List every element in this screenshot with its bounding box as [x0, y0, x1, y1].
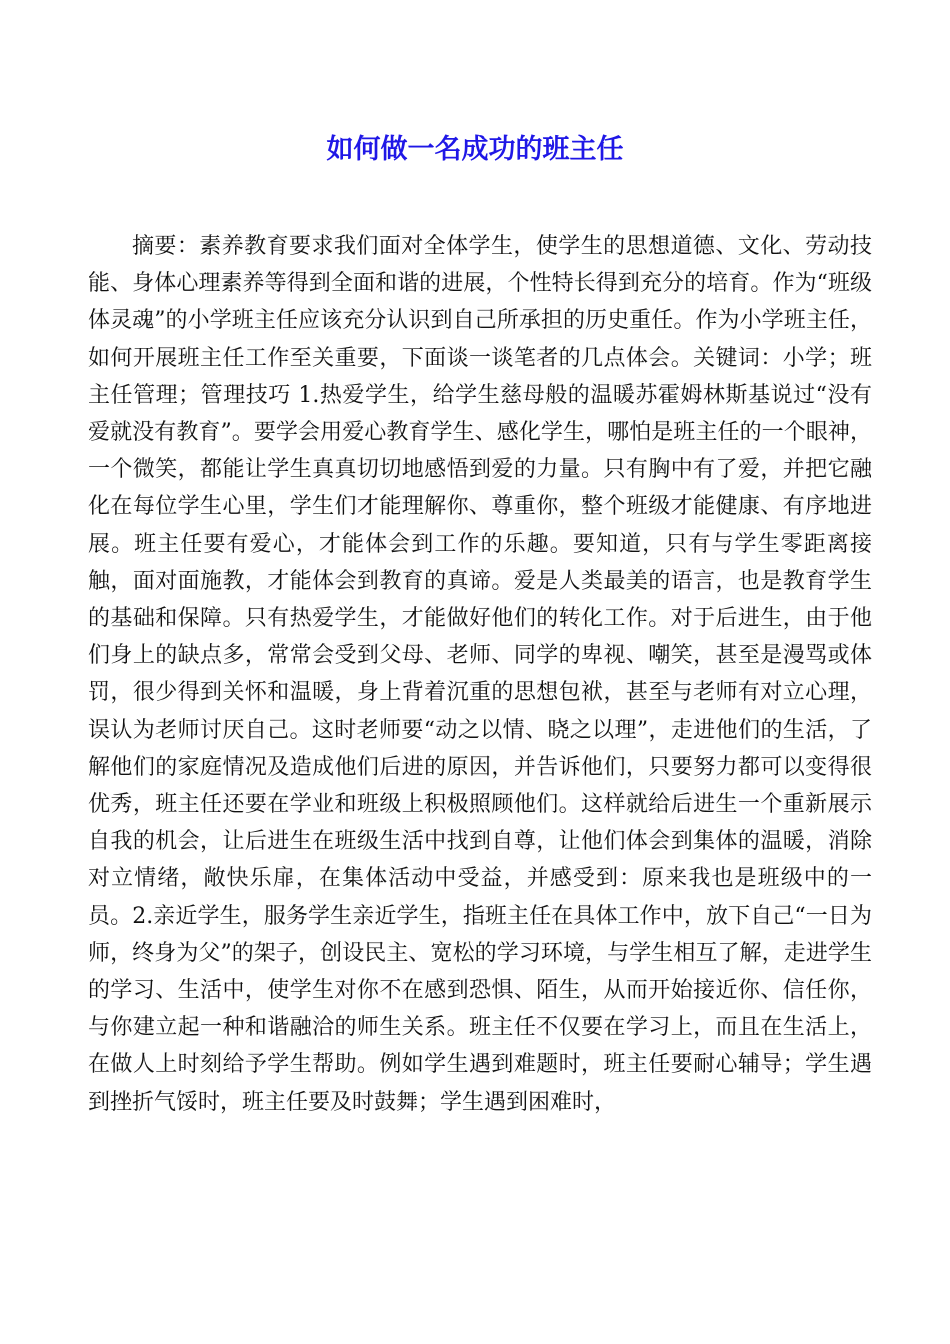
body-paragraph: 摘要：素养教育要求我们面对全体学生，使学生的思想道德、文化、劳动技能、身体心理素养等得到全面和谐的进展，个性特长得到充分的培育。作为“班级体灵魂”的小学班主任应该充分认识到自己所承担的历史重任。作为小学班主任，如何开展班主任工作至关重要，下面谈一谈笔者的几点体会。关键词：小学；班主任管理；管理技巧 1.热爱学生，给学生慈母般的温暖苏霍姆林斯基说过“没有爱就没有教育”。要学会用爱心教育学生、感化学生，哪怕是班主任的一个眼神，一个微笑，都能让学生真真切切地感悟到爱的力量。只有胸中有了爱，并把它融化在每位学生心里，学生们才能理解你、尊重你，整个班级才能健康、有序地进展。班主任要有爱心，才能体会到工作的乐趣。要知道，只有与学生零距离接触，面对面施教，才能体会到教育的真谛。爱是人类最美的语言，也是教育学生的基础和保障。只有热爱学生，才能做好他们的转化工作。对于后进生，由于他们身上的缺点多，常常会受到父母、老师、同学的卑视、嘲笑，甚至是漫骂或体罚，很少得到关怀和温暖，身上背着沉重的思想包袱，甚至与老师有对立心理，误认为老师讨厌自己。这时老师要“动之以情、晓之以理”，走进他们的生活，了解他们的家庭情况及造成他们后进的原因，并告诉他们，只要努力都可以变得很优秀，班主任还要在学业和班级上积极照顾他们。这样就给后进生一个重新展示自我的机会，让后进生在班级生活中找到自尊，让他们体会到集体的温暖，消除对立情绪，敞快乐扉，在集体活动中受益，并感受到：原来我也是班级中的一员。2.亲近学生，服务学生亲近学生，指班主任在具体工作中，放下自己“一日为师，终身为父”的架子，创设民主、宽松的学习环境，与学生相互了解，走进学生的学习、生活中，使学生对你不在感到恐惧、陌生，从而开始接近你、信任你，与你建立起一种和谐融洽的师生关系。班主任不仅要在学习上，而且在生活上，在做人上时刻给予学生帮助。例如学生遇到难题时，班主任要耐心辅导；学生遇到挫折气馁时，班主任要及时鼓舞；学生遇到困难时， [88, 234, 872, 1115]
document-title: 如何做一名成功的班主任 [326, 134, 624, 165]
